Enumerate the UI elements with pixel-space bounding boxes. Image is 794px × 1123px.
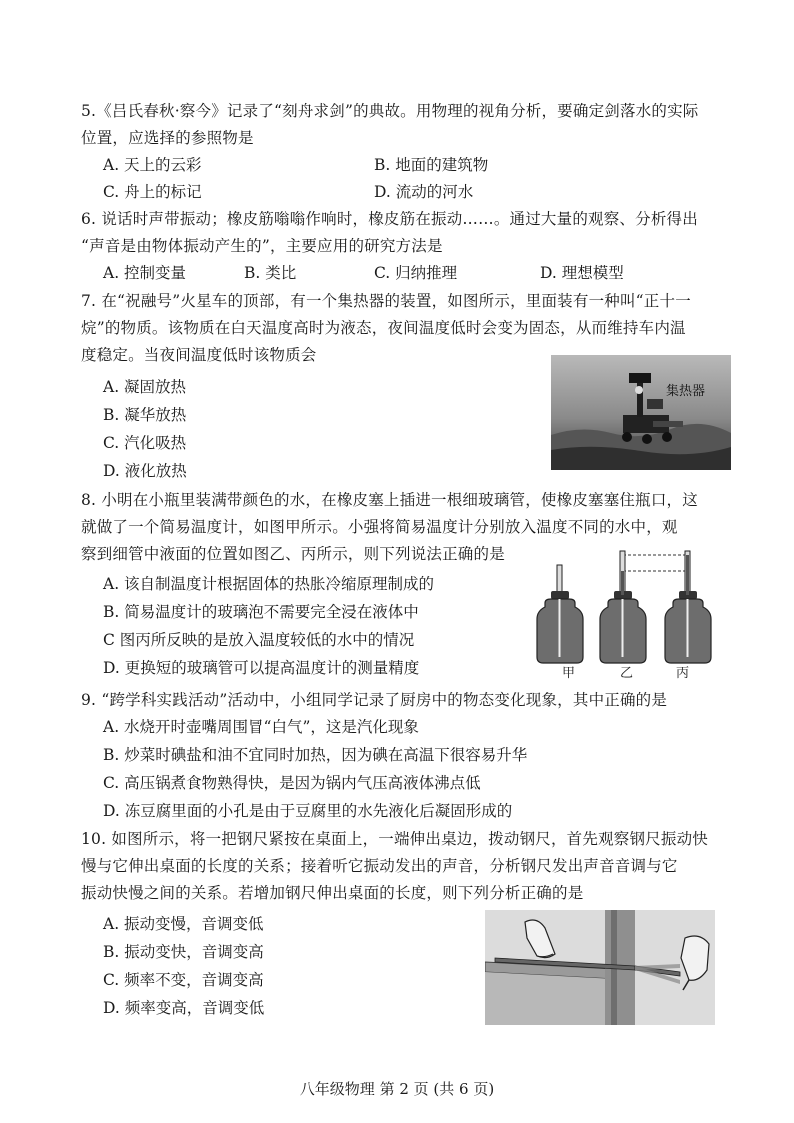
q10-option-a[interactable]: A. 振动变慢，音调变低 bbox=[103, 915, 264, 933]
q7-option-a[interactable]: A. 凝固放热 bbox=[103, 378, 187, 396]
label-yi: 乙 bbox=[620, 666, 634, 681]
question-7-line-2: 烷”的物质。该物质在白天温度高时为液态，夜间温度低时会变为固态，从而维持车内温 bbox=[81, 319, 686, 337]
label-jia: 甲 bbox=[562, 666, 576, 681]
bottle-bing bbox=[665, 551, 711, 663]
question-6-line-2: “声音是由物体振动产生的”，主要应用的研究方法是 bbox=[81, 237, 443, 255]
q6-option-c[interactable]: C. 归纳推理 bbox=[374, 264, 458, 282]
q10-option-b[interactable]: B. 振动变快，音调变高 bbox=[103, 943, 264, 961]
q6-option-a[interactable]: A. 控制变量 bbox=[103, 264, 187, 282]
question-8-line-2: 就做了一个简易温度计，如图甲所示。小强将简易温度计分别放入温度不同的水中，观 bbox=[81, 518, 678, 536]
question-8-line-3: 察到细管中液面的位置如图乙、丙所示，则下列说法正确的是 bbox=[81, 545, 505, 563]
q9-option-b[interactable]: B. 炒菜时碘盐和油不宜同时加热，因为碘在高温下很容易升华 bbox=[103, 746, 528, 764]
q7-option-c[interactable]: C. 汽化吸热 bbox=[103, 434, 187, 452]
q8-option-a[interactable]: A. 该自制温度计根据固体的热胀冷缩原理制成的 bbox=[103, 575, 435, 593]
page-footer: 八年级物理 第 2 页 (共 6 页) bbox=[299, 1080, 495, 1098]
question-10-line-1: 10. 如图所示，将一把钢尺紧按在桌面上，一端伸出桌边，拨动钢尺，首先观察钢尺振动快 bbox=[81, 830, 708, 848]
q7-option-d[interactable]: D. 液化放热 bbox=[103, 462, 187, 480]
mars-rover-photo bbox=[551, 355, 731, 470]
q5-option-b[interactable]: B. 地面的建筑物 bbox=[374, 156, 489, 174]
bottle-yi bbox=[600, 551, 646, 663]
q9-option-d[interactable]: D. 冻豆腐里面的小孔是由于豆腐里的水先液化后凝固形成的 bbox=[103, 802, 513, 820]
question-7-line-1: 7. 在“祝融号”火星车的顶部，有一个集热器的装置，如图所示，里面装有一种叫“正十一 bbox=[81, 292, 691, 310]
q5-option-c[interactable]: C. 舟上的标记 bbox=[103, 183, 202, 201]
heat-collector-label: 集热器 bbox=[666, 384, 706, 399]
question-8-line-1: 8. 小明在小瓶里装满带颜色的水，在橡皮塞上插进一根细玻璃管，使橡皮塞塞住瓶口，这 bbox=[81, 491, 698, 509]
q7-option-b[interactable]: B. 凝华放热 bbox=[103, 406, 187, 424]
q8-option-c[interactable]: C 图丙所反映的是放入温度较低的水中的情况 bbox=[103, 631, 415, 649]
q8-option-d[interactable]: D. 更换短的玻璃管可以提高温度计的测量精度 bbox=[103, 659, 420, 677]
thermometer-bottles-figure bbox=[535, 545, 735, 685]
q5-option-a[interactable]: A. 天上的云彩 bbox=[103, 156, 202, 174]
q6-option-d[interactable]: D. 理想模型 bbox=[540, 264, 624, 282]
question-5-line-1: 5.《吕氏春秋·察今》记录了“刻舟求剑”的典故。用物理的视角分析，要确定剑落水的实际 bbox=[81, 102, 699, 120]
question-7-line-3: 度稳定。当夜间温度低时该物质会 bbox=[81, 346, 317, 364]
question-10-line-2: 慢与它伸出桌面的长度的关系；接着听它振动发出的声音，分析钢尺发出声音音调与它 bbox=[81, 857, 678, 875]
question-10-line-3: 振动快慢之间的关系。若增加钢尺伸出桌面的长度，则下列分析正确的是 bbox=[81, 884, 584, 902]
q5-option-d[interactable]: D. 流动的河水 bbox=[374, 183, 474, 201]
bottle-jia bbox=[537, 565, 583, 663]
q10-option-c[interactable]: C. 频率不变，音调变高 bbox=[103, 971, 264, 989]
label-bing: 丙 bbox=[676, 666, 690, 681]
q8-option-b[interactable]: B. 简易温度计的玻璃泡不需要完全浸在液体中 bbox=[103, 603, 419, 621]
q9-option-a[interactable]: A. 水烧开时壶嘴周围冒“白气”，这是汽化现象 bbox=[103, 718, 419, 736]
steel-ruler-figure bbox=[485, 910, 715, 1025]
q10-option-d[interactable]: D. 频率变高，音调变低 bbox=[103, 999, 265, 1017]
question-5-line-2: 位置，应选择的参照物是 bbox=[81, 129, 254, 147]
question-9-line-1: 9. “跨学科实践活动”活动中，小组同学记录了厨房中的物态变化现象，其中正确的是 bbox=[81, 691, 668, 709]
q6-option-b[interactable]: B. 类比 bbox=[244, 264, 297, 282]
question-6-line-1: 6. 说话时声带振动；橡皮筋嗡嗡作响时，橡皮筋在振动……。通过大量的观察、分析得出 bbox=[81, 210, 698, 228]
q9-option-c[interactable]: C. 高压锅煮食物熟得快，是因为锅内气压高液体沸点低 bbox=[103, 774, 481, 792]
